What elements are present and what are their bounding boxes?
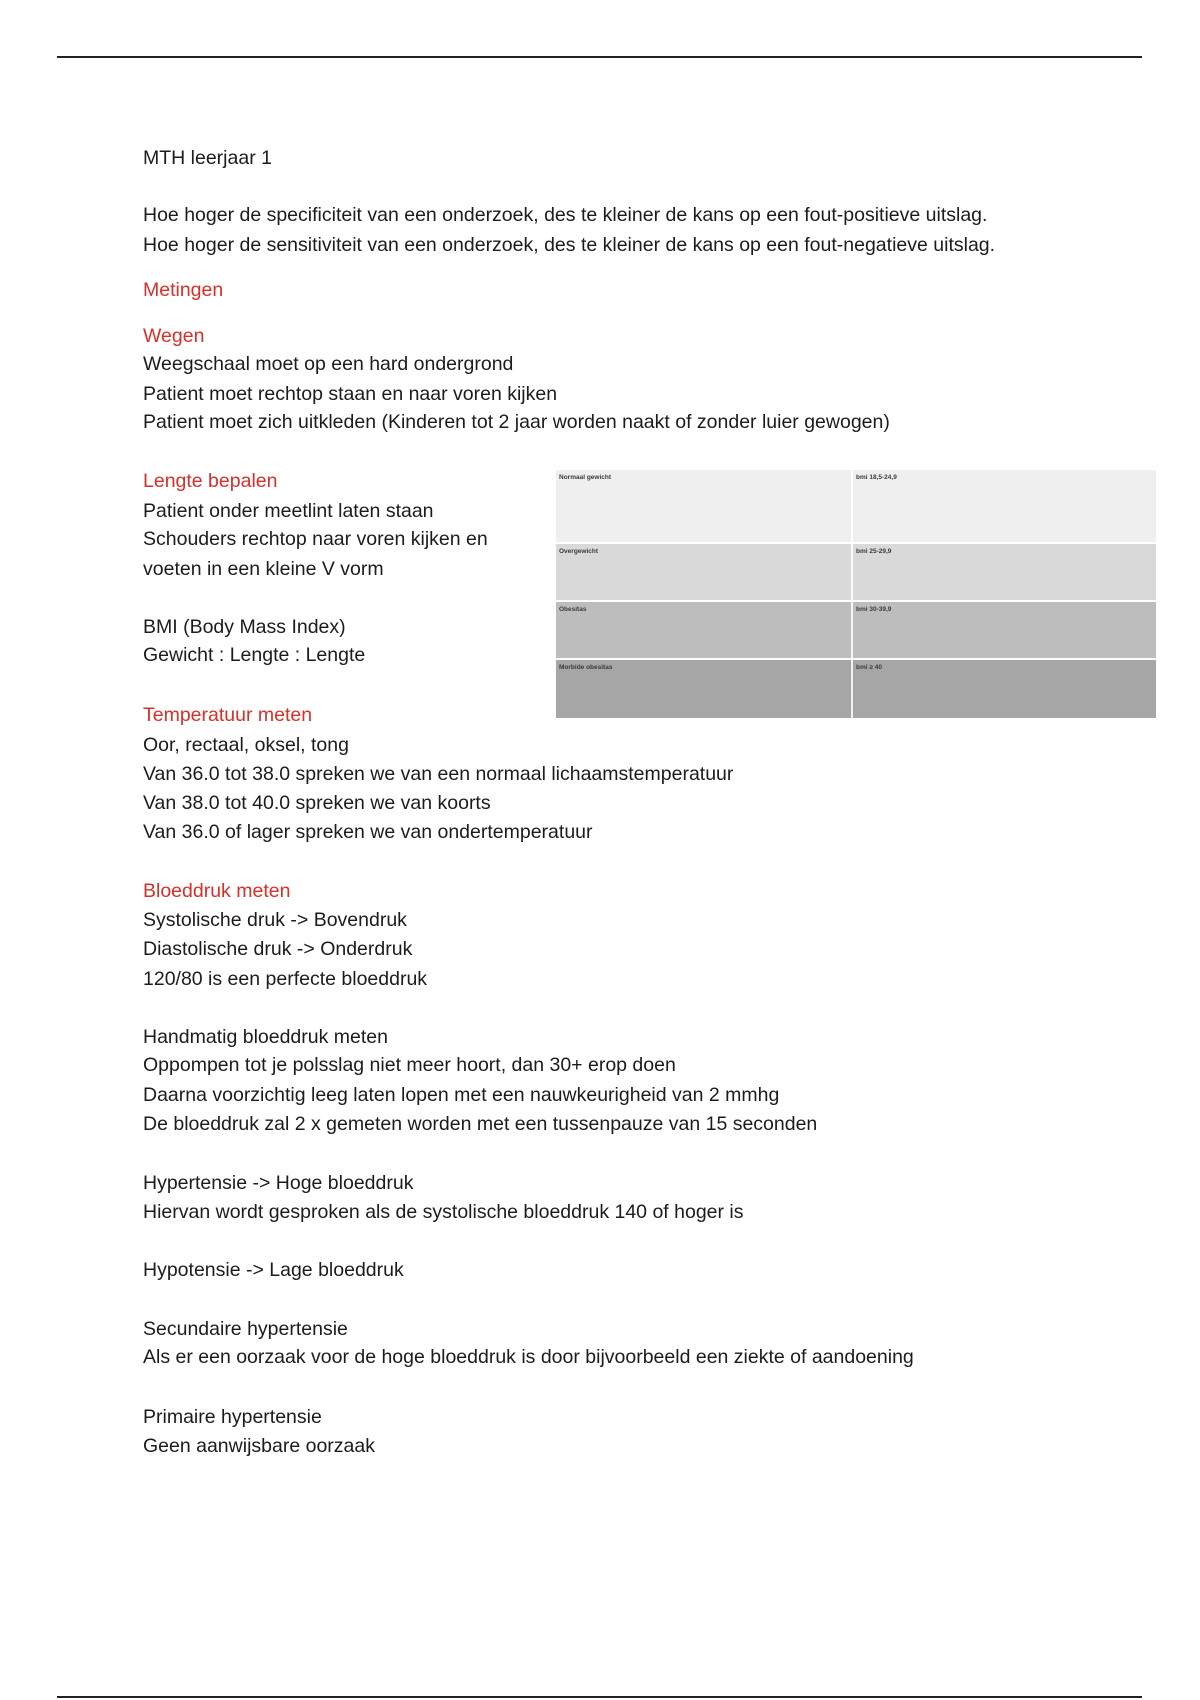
lengte-line: voeten in een kleine V vorm xyxy=(143,558,384,580)
wegen-line: Patient moet rechtop staan en naar voren kijken xyxy=(143,383,558,405)
bmi-line: BMI (Body Mass Index) xyxy=(143,616,346,638)
temperatuur-line: Van 36.0 of lager spreken we van ondertemperatuur xyxy=(143,821,593,843)
bmi-table-row xyxy=(556,544,1156,602)
hypotensie-line: Hypotensie -> Lage bloeddruk xyxy=(143,1259,404,1281)
section-heading-lengte: Lengte bepalen xyxy=(143,470,278,492)
secundair-line: Secundaire hypertensie xyxy=(143,1318,348,1340)
bmi-category: Overgewicht xyxy=(559,548,599,555)
intro-line: Hoe hoger de sensitiviteit van een onderzoek, des te kleiner de kans op een fout-negatieve uitslag. xyxy=(143,234,996,256)
hypertensie-line: Hiervan wordt gesproken als de systolische bloeddruk 140 of hoger is xyxy=(143,1201,744,1223)
section-heading-temperatuur: Temperatuur meten xyxy=(143,704,313,726)
bmi-line: Gewicht : Lengte : Lengte xyxy=(143,644,366,666)
bmi-range: bmi ≥ 40 xyxy=(856,664,882,671)
bmi-category: Obesitas xyxy=(559,606,587,613)
temperatuur-line: Oor, rectaal, oksel, tong xyxy=(143,734,349,756)
bmi-table-row xyxy=(556,602,1156,660)
bmi-table-row xyxy=(556,660,1156,718)
bmi-range: bmi 25-29,9 xyxy=(856,548,892,555)
wegen-line: Weegschaal moet op een hard ondergrond xyxy=(143,353,514,375)
lengte-line: Patient onder meetlint laten staan xyxy=(143,500,434,522)
bmi-range: bmi 18,5-24,9 xyxy=(856,474,897,481)
bmi-table xyxy=(556,470,1156,718)
bmi-table-row xyxy=(556,470,1156,544)
footer-rule xyxy=(57,1696,1142,1698)
bloeddruk-line: 120/80 is een perfecte bloeddruk xyxy=(143,968,428,990)
intro-line: Hoe hoger de specificiteit van een onderzoek, des te kleiner de kans op een fout-positieve uitslag. xyxy=(143,204,988,226)
hypertensie-line: Hypertensie -> Hoge bloeddruk xyxy=(143,1172,414,1194)
primair-line: Primaire hypertensie xyxy=(143,1406,322,1428)
secundair-line: Als er een oorzaak voor de hoge bloeddruk is door bijvoorbeeld een ziekte of aandoening xyxy=(143,1346,914,1368)
section-heading-metingen: Metingen xyxy=(143,279,224,301)
course-title: MTH leerjaar 1 xyxy=(143,147,272,169)
section-heading-bloeddruk: Bloeddruk meten xyxy=(143,880,291,902)
temperatuur-line: Van 38.0 tot 40.0 spreken we van koorts xyxy=(143,792,491,814)
bloeddruk-line: Diastolische druk -> Onderdruk xyxy=(143,938,413,960)
handmatig-line: Handmatig bloeddruk meten xyxy=(143,1026,388,1048)
primair-line: Geen aanwijsbare oorzaak xyxy=(143,1435,375,1457)
bloeddruk-line: Systolische druk -> Bovendruk xyxy=(143,909,407,931)
lengte-line: Schouders rechtop naar voren kijken en xyxy=(143,528,488,550)
header-rule xyxy=(57,56,1142,58)
temperatuur-line: Van 36.0 tot 38.0 spreken we van een normaal lichaamstemperatuur xyxy=(143,763,734,785)
bmi-category: Morbide obesitas xyxy=(559,664,613,671)
wegen-line: Patient moet zich uitkleden (Kinderen tot 2 jaar worden naakt of zonder luier gewogen) xyxy=(143,411,890,433)
handmatig-line: Oppompen tot je polsslag niet meer hoort, dan 30+ erop doen xyxy=(143,1054,676,1076)
handmatig-line: De bloeddruk zal 2 x gemeten worden met een tussenpauze van 15 seconden xyxy=(143,1113,818,1135)
bmi-range: bmi 30-39,9 xyxy=(856,606,892,613)
handmatig-line: Daarna voorzichtig leeg laten lopen met een nauwkeurigheid van 2 mmhg xyxy=(143,1084,780,1106)
section-heading-wegen: Wegen xyxy=(143,325,205,347)
bmi-category: Normaal gewicht xyxy=(559,474,612,481)
